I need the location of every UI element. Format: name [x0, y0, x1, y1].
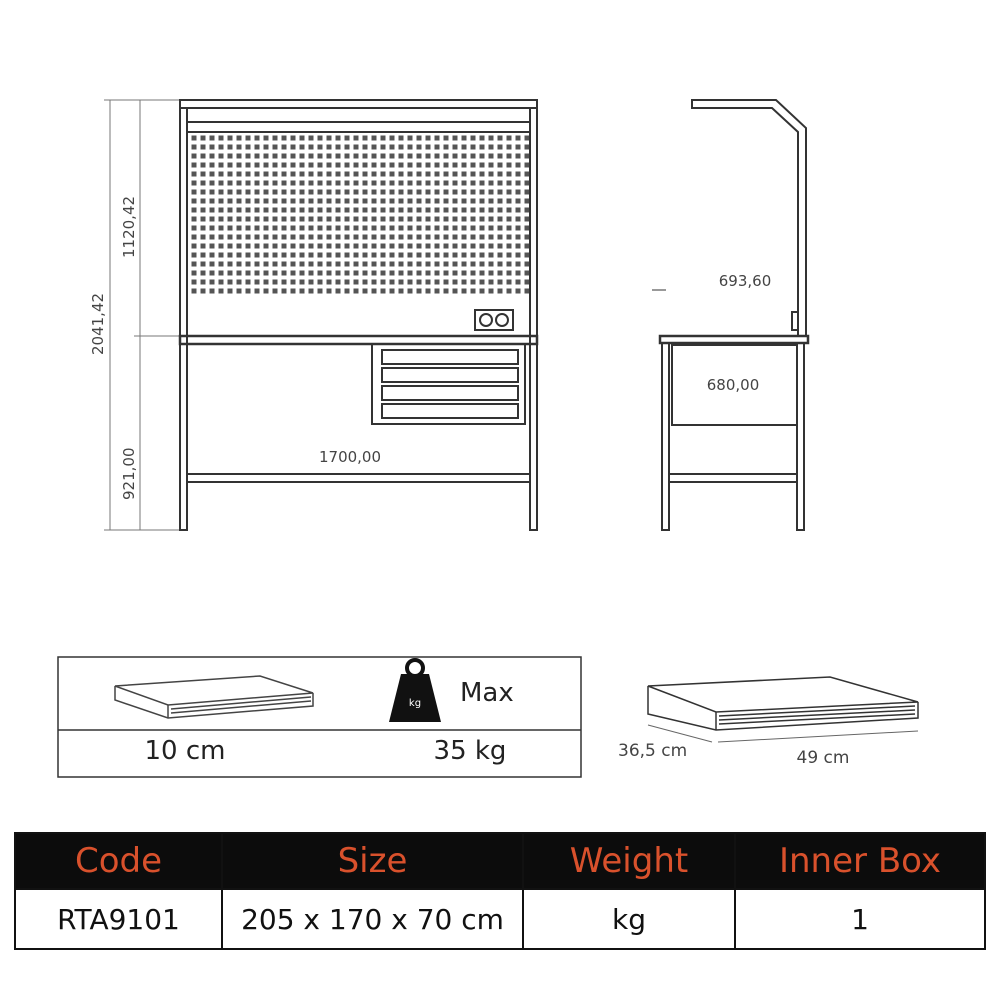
power-socket [475, 310, 513, 330]
header-size: Size [222, 833, 523, 889]
header-inner-box: Inner Box [735, 833, 985, 889]
side-front-leg [662, 343, 669, 530]
weight-icon-label: kg [408, 698, 422, 709]
dim-total-height: 2041,42 [89, 292, 107, 355]
cell-weight: kg [523, 889, 735, 949]
spec-table-header-row [15, 833, 985, 889]
dim-lamp: 693,60 [718, 272, 772, 290]
bottom-rail [187, 474, 530, 482]
pegboard [188, 133, 529, 295]
drawer-unit [372, 344, 525, 424]
header-weight: Weight [523, 833, 735, 889]
dim-depth: 680,00 [706, 376, 760, 394]
cell-code: RTA9101 [15, 889, 222, 949]
upper-rail [187, 122, 530, 132]
drawer-icon [115, 676, 313, 718]
worktop [180, 336, 537, 344]
lamp-arm [692, 100, 806, 336]
height-dimension-lines [104, 100, 180, 530]
weight-icon [389, 660, 441, 722]
drawer-height-value: 10 cm [144, 736, 226, 766]
cell-size: 205 x 170 x 70 cm [222, 889, 523, 949]
side-bracket [792, 312, 798, 330]
side-rear-leg [797, 343, 804, 530]
dim-width: 1700,00 [318, 448, 382, 466]
max-load-value: 35 kg [433, 736, 507, 766]
max-label: Max [460, 678, 514, 708]
right-upright [530, 108, 537, 530]
left-upright [180, 108, 187, 530]
side-worktop [660, 336, 808, 343]
side-bottom-rail [669, 474, 797, 482]
cell-inner-box: 1 [735, 889, 985, 949]
dim-upper-height: 1120,42 [120, 195, 138, 258]
header-code: Code [15, 833, 222, 889]
side-view [652, 100, 808, 530]
drawer-depth: 36,5 cm [618, 741, 688, 761]
table-row [15, 889, 985, 949]
dim-lower-height: 921,00 [120, 447, 138, 500]
spec-table [14, 832, 986, 950]
top-shelf [180, 100, 537, 108]
drawer-width: 49 cm [796, 748, 850, 768]
drawer-3d [648, 677, 918, 742]
